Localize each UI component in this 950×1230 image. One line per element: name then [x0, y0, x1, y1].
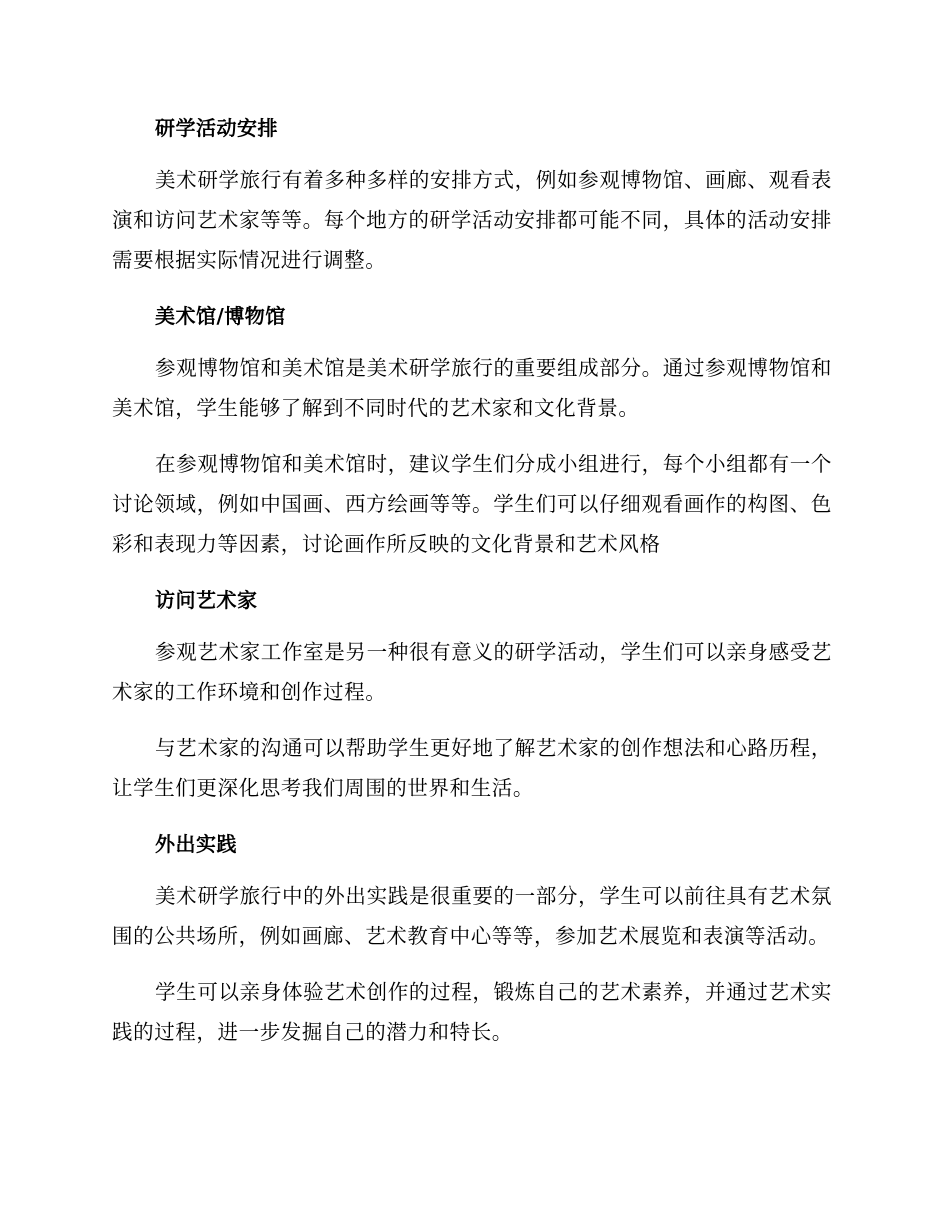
paragraph-activity-arrangement-1: 美术研学旅行有着多种多样的安排方式，例如参观博物馆、画廊、观看表演和访问艺术家等等。每个地方的研学活动安排都可能不同，具体的活动安排需要根据实际情况进行调整。 [112, 168, 832, 272]
paragraph-visit-artist-2: 与艺术家的沟通可以帮助学生更好地了解艺术家的创作想法和心路历程，让学生们更深化思考我们周围的世界和生活。 [112, 736, 832, 800]
document-page [112, 108, 832, 1068]
paragraph-visit-artist-1: 参观艺术家工作室是另一种很有意义的研学活动，学生们可以亲身感受艺术家的工作环境和创作过程。 [112, 640, 832, 704]
paragraph-field-practice-1: 美术研学旅行中的外出实践是很重要的一部分，学生可以前往具有艺术氛围的公共场所，例如画廊、艺术教育中心等等，参加艺术展览和表演等活动。 [112, 884, 832, 948]
section-heading-museum: 美术馆/博物馆 [155, 304, 286, 328]
section-heading-visit-artist: 访问艺术家 [155, 588, 258, 612]
paragraph-museum-1: 参观博物馆和美术馆是美术研学旅行的重要组成部分。通过参观博物馆和美术馆，学生能够了解到不同时代的艺术家和文化背景。 [112, 356, 832, 420]
section-heading-activity-arrangement: 研学活动安排 [155, 116, 278, 140]
paragraph-field-practice-2: 学生可以亲身体验艺术创作的过程，锻炼自己的艺术素养，并通过艺术实践的过程，进一步发掘自己的潜力和特长。 [112, 980, 832, 1044]
section-heading-field-practice: 外出实践 [155, 832, 237, 856]
paragraph-museum-2: 在参观博物馆和美术馆时，建议学生们分成小组进行，每个小组都有一个讨论领域，例如中国画、西方绘画等等。学生们可以仔细观看画作的构图、色彩和表现力等因素，讨论画作所反映的文化背景和艺术风格 [112, 452, 832, 556]
